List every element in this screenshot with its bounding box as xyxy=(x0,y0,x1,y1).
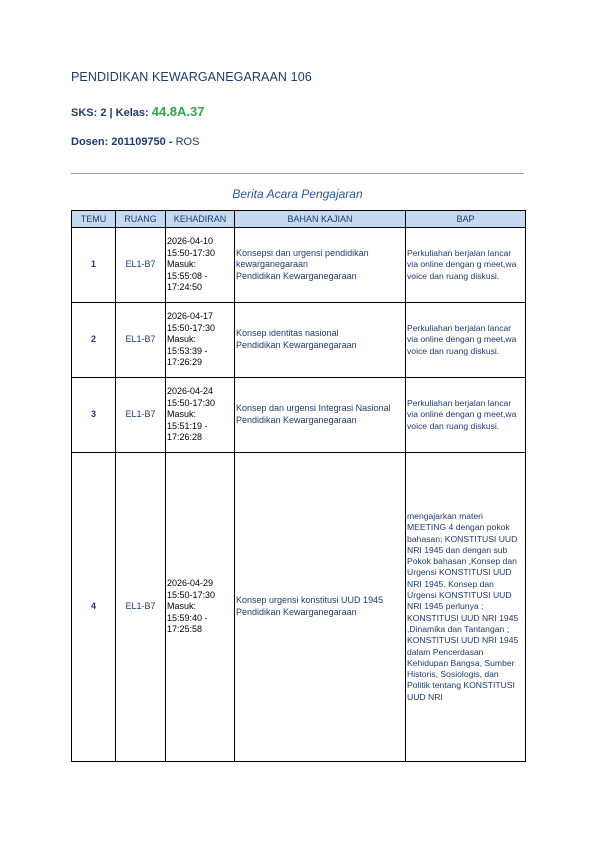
cell-ruang: EL1-B7 xyxy=(116,303,166,378)
dosen-label: Dosen: 201109750 - xyxy=(71,136,176,148)
section-title: Berita Acara Pengajaran xyxy=(232,187,363,201)
cell-bahan-kajian: Konsep urgensi konstitusi UUD 1945 Pendidikan Kewarganegaraan xyxy=(235,453,406,762)
col-header-bap: BAP xyxy=(406,211,526,228)
col-header-temu: TEMU xyxy=(72,211,116,228)
col-header-ruang: RUANG xyxy=(116,211,166,228)
cell-ruang: EL1-B7 xyxy=(116,228,166,303)
cell-ruang: EL1-B7 xyxy=(116,453,166,762)
cell-ruang: EL1-B7 xyxy=(116,378,166,453)
cell-temu: 4 xyxy=(72,453,116,762)
table-row xyxy=(72,453,526,762)
col-header-bahan-kajian: BAHAN KAJIAN xyxy=(235,211,406,228)
cell-kehadiran: 2026-04-29 15:50-17:30 Masuk: 15:59:40 - 17:25:58 xyxy=(166,453,235,762)
cell-temu: 1 xyxy=(72,228,116,303)
cell-bap: Perkuliahan berjalan lancar via online dengan g meet,wa voice dan ruang diskusi. xyxy=(406,228,526,303)
table-row xyxy=(72,228,526,303)
table-row xyxy=(72,378,526,453)
cell-temu: 2 xyxy=(72,303,116,378)
kelas-value: 44.8A.37 xyxy=(151,104,205,119)
cell-temu: 3 xyxy=(72,378,116,453)
cell-bahan-kajian: Konsep dan urgensi Integrasi Nasional Pendidikan Kewarganegaraan xyxy=(235,378,406,453)
col-header-kehadiran: KEHADIRAN xyxy=(166,211,235,228)
cell-bap: Perkuliahan berjalan lancar via online dengan g meet,wa voice dan ruang diskusi. xyxy=(406,303,526,378)
cell-kehadiran: 2026-04-24 15:50-17:30 Masuk: 15:51:19 - 17:26:28 xyxy=(166,378,235,453)
cell-bahan-kajian: Konsep identitas nasional Pendidikan Kewarganegaraan xyxy=(235,303,406,378)
cell-bap: Perkuliahan berjalan lancar via online dengan g meet,wa voice dan ruang diskusi. xyxy=(406,378,526,453)
bap-table xyxy=(71,210,526,762)
course-title: PENDIDIKAN KEWARGANEGARAAN 106 xyxy=(71,70,312,84)
table-row xyxy=(72,303,526,378)
dosen-name: ROS xyxy=(175,136,200,148)
sks-kelas-line xyxy=(71,104,205,119)
cell-bahan-kajian: Konsepsi dan urgensi pendidikan kewarganegaraan Pendidikan Kewarganegaraan xyxy=(235,228,406,303)
divider xyxy=(71,173,524,174)
sks-label: SKS: 2 | Kelas: xyxy=(71,107,149,119)
cell-kehadiran: 2026-04-10 15:50-17:30 Masuk: 15:55:08 - 17:24:50 xyxy=(166,228,235,303)
dosen-line xyxy=(71,136,199,148)
cell-kehadiran: 2026-04-17 15:50-17:30 Masuk: 15:53:39 - 17:26:29 xyxy=(166,303,235,378)
table-header-row xyxy=(72,211,526,228)
cell-bap: mengajarkan materi MEETING 4 dengan pokok bahasan; KONSTITUSI UUD NRI 1945 dan dengan sub Pokok bahasan ,Konsep dan Urgensi KONSTITUSI UUD NRI 1945. Konsep dan Urgensi KONSTITUSI UUD NRI 1945 perlunya ; KONSTITUSI UUD NRI 1945 ,Dinamika dan Tantangan ; KONSTITUSI UUD NRI 1945 dalam Pencerdasan Kehidupan Bangsa, Sumber Historis, Sosiologis, dan Politik tentang KONSTITUSI UUD NRI xyxy=(406,453,526,762)
